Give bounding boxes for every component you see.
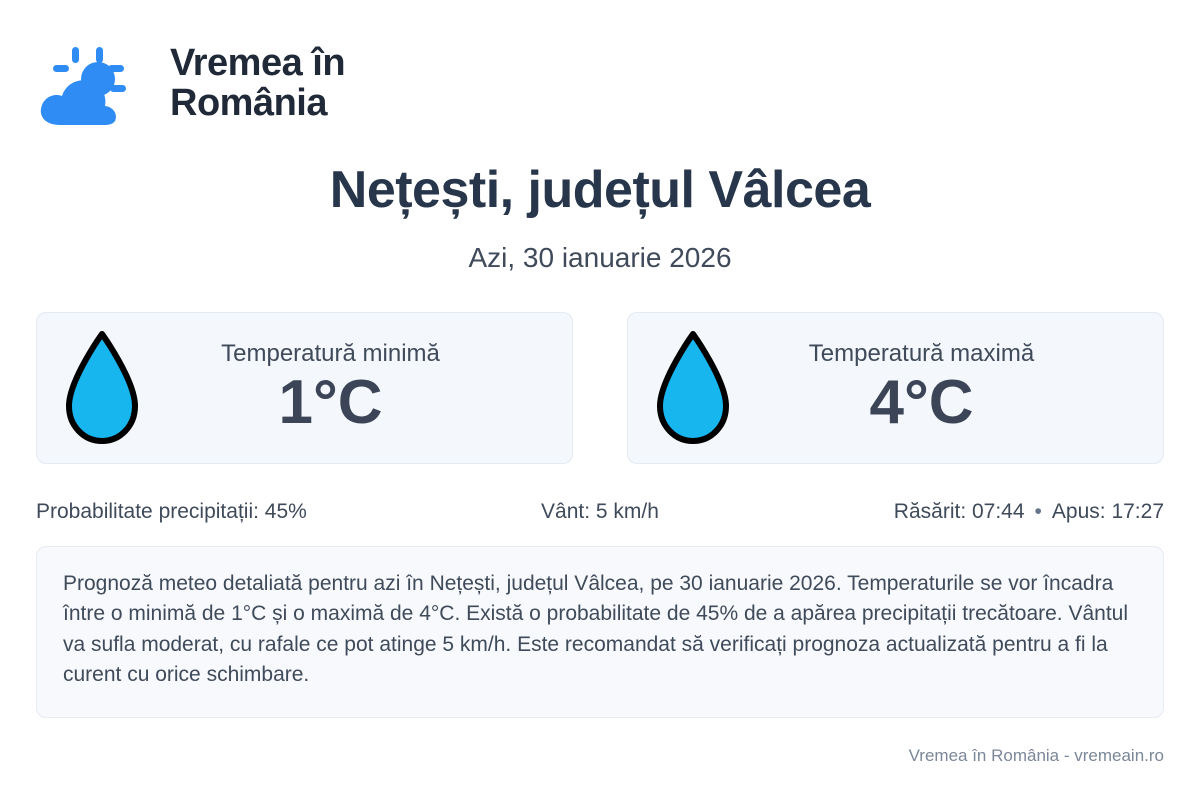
water-drop-icon <box>654 328 732 448</box>
footer-credit: Vremea în România - vremeain.ro <box>908 746 1164 765</box>
page-title: Nețești, județul Vâlcea <box>329 161 871 219</box>
forecast-date: Azi, 30 ianuarie 2026 <box>468 242 732 273</box>
wind-speed: Vânt: 5 km/h <box>541 500 659 523</box>
min-temperature-text <box>141 340 546 438</box>
sunset-time: Apus: 17:27 <box>1051 500 1164 523</box>
sun-times <box>788 500 1164 524</box>
max-temperature-value: 4°C <box>869 368 974 438</box>
temperature-cards <box>36 312 1164 464</box>
min-temperature-value: 1°C <box>278 368 383 438</box>
precipitation-probability: Probabilitate precipitații: 45% <box>36 500 307 523</box>
sunrise-time: Răsărit: 07:44 <box>893 500 1025 523</box>
separator-dot: • <box>1034 500 1042 523</box>
min-temperature-label: Temperatură minimă <box>221 340 440 368</box>
weather-details-row <box>36 500 1164 524</box>
max-temperature-card <box>627 312 1164 464</box>
max-temperature-label: Temperatură maximă <box>808 340 1035 368</box>
water-drop-icon <box>63 328 141 448</box>
max-temperature-text <box>732 340 1137 438</box>
brand-title: Vremea în România <box>170 42 346 124</box>
forecast-description: Prognoză meteo detaliată pentru azi în Nețești, județul Vâlcea, pe 30 ianuarie 2026. Temperaturile se vor încadra între o minimă de 1°C și o maximă de 4°C. Există o probabilitate de 45% de a apărea precipitații trecătoare. Vântul va sufla moderat, cu rafale ce pot atinge 5 km/h. Este recomandat să verificați prognoza actualizată pentru a fi la curent cu orice schimbare. <box>36 546 1164 718</box>
site-brand[interactable] <box>36 0 1164 124</box>
sun-cloud-icon <box>36 41 152 127</box>
min-temperature-card <box>36 312 573 464</box>
